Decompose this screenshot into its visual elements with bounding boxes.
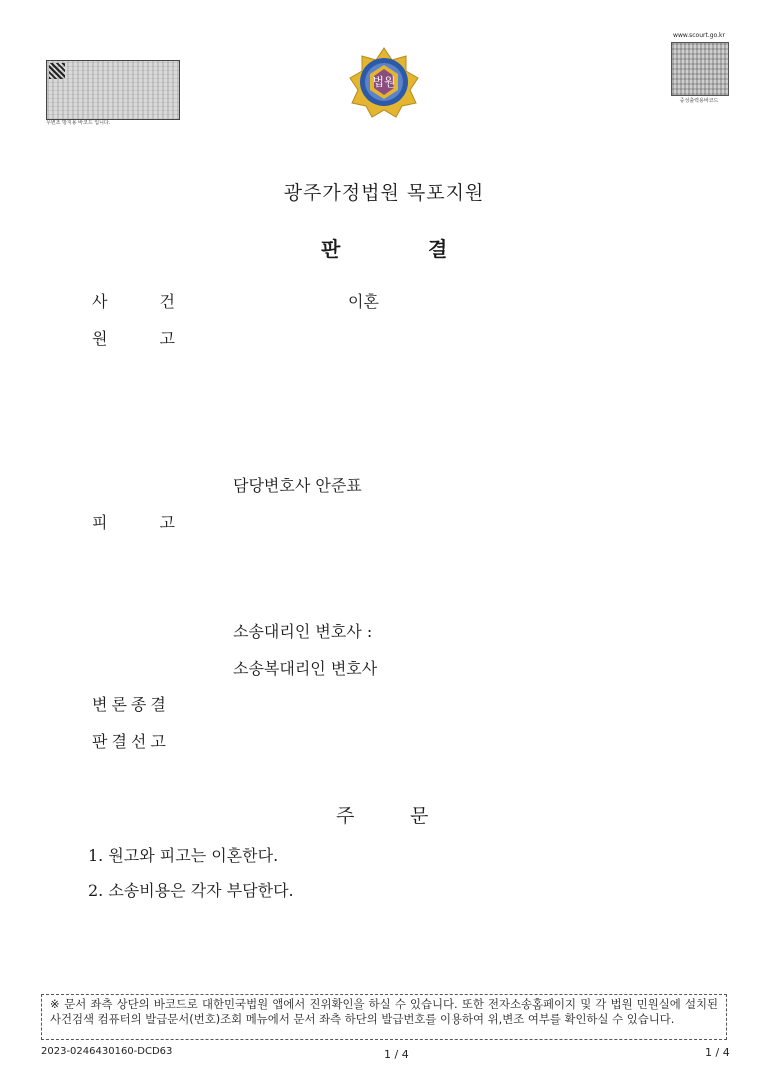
barcode-corner-mark [49, 63, 65, 79]
order-title-left: 주 [336, 805, 355, 827]
barcode-caption: 우변조 방지용 바코드 입니다. [46, 120, 111, 126]
doc-title-left: 판 [321, 237, 341, 261]
plaintiff-counsel: 담당변호사 안준표 [233, 476, 362, 495]
order-title-right: 문 [410, 805, 429, 827]
defendant-counsel-1: 소송대리인 변호사 : [233, 622, 373, 641]
emblem-label: 법원 [372, 75, 396, 89]
defendant-label: 피 고 [92, 513, 175, 532]
court-emblem-icon [348, 46, 420, 118]
plaintiff-label: 원 고 [92, 329, 175, 348]
qr-caption: 중성출력용바코드 [679, 98, 719, 104]
ruling-label: 판결선고 [92, 732, 170, 751]
page-number-center: 1 / 4 [384, 1048, 409, 1061]
doc-title-right: 결 [428, 237, 448, 261]
qr-code [671, 42, 729, 96]
order-item: 2. 소송비용은 각자 부담한다. [88, 881, 294, 900]
verification-barcode [46, 60, 180, 120]
page-number-right: 1 / 4 [705, 1046, 730, 1059]
defendant-counsel-2: 소송복대리인 변호사 [233, 659, 378, 678]
case-value: 이혼 [348, 292, 379, 311]
court-name: 광주가정법원 목포지원 [283, 182, 485, 204]
issue-number: 2023-0246430160-DCD63 [41, 1046, 173, 1057]
verification-notice: ※ 문서 좌측 상단의 바코드로 대한민국법원 앱에서 진위확인을 하실 수 있습니다. 또한 전자소송홈페이지 및 각 법원 민원실에 설치된 사건검색 컴퓨터의 발급문서(번호)조회 메뉴에서 문서 좌측 하단의 발급번호를 이용하여 위,변조 여부를 확인하실 수 있습니다. [41, 994, 727, 1040]
qr-url: www.scourt.go.kr [673, 32, 725, 39]
order-item: 1. 원고와 피고는 이혼한다. [88, 846, 279, 865]
case-label: 사 건 [92, 292, 175, 311]
closing-label: 변론종결 [92, 695, 170, 714]
